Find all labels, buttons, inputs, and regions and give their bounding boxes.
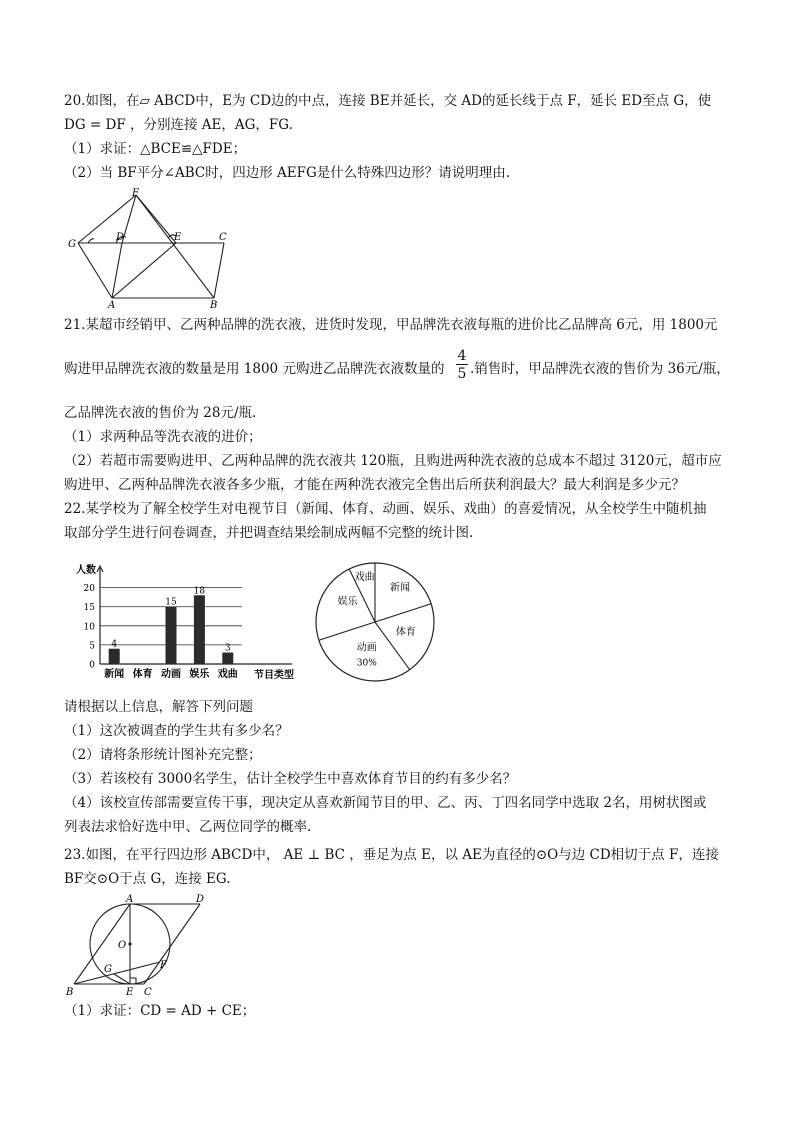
q20-label-a: A [108,300,116,310]
pie-slice-label: 戏曲 [354,572,375,584]
q21-line2a: 购进甲品牌洗衣液的数量是用 1800 元购进乙品牌洗衣液数量的 [64,361,445,377]
q21-part2-line1: （2）若超市需要购进甲、乙两种品牌的洗衣液共 120瓶，且购进两种洗衣液的总成本不超过 3120元，超市应 [64,453,722,469]
q21-line1: 21.某超市经销甲、乙两种品牌的洗衣液，进货时发现，甲品牌洗衣液每瓶的进价比乙品牌高 6元，用 1800元 [64,317,718,333]
bar-category-label: 新闻 [104,669,125,680]
q20-part2: （2）当 BF平分∠ABC时，四边形 AEFG是什么特殊四边形？请说明理由. [64,165,511,181]
bar-ytick-label: 5 [89,641,95,652]
pie-slice-label: 娱乐 [337,596,358,608]
bar-4 [222,653,233,664]
bar-0 [109,649,120,664]
q23-label-o: O [118,940,127,951]
q21-part2-line2: 购进甲、乙两种品牌洗衣液各多少瓶，才能在两种洗衣液完全售出后所获利润最大？最大利润是多少元？ [64,477,685,493]
q20-label-b: B [210,300,218,310]
q20-stem-line1: 20.如图，在▱ ABCD中，E为 CD边的中点，连接 BE并延长，交 AD的延长线于点 F，延长 ED至点 G，使 [64,93,712,109]
bar-value-label: 18 [193,586,206,597]
q23-line1: 23.如图，在平行四边形 ABCD中， AE ⊥ BC ，垂足为点 E，以 AE为直径的⊙O与边 CD相切于点 F，连接 [64,847,719,863]
q23-label-f: F [160,960,167,971]
bar-value-label: 15 [165,597,177,608]
bar-ytick-label: 15 [83,603,95,614]
q21-line3: 乙品牌洗衣液的售价为 28元/瓶. [64,405,257,421]
bar-ytick-label: 10 [83,622,95,633]
pie-slice-label: 动画 [356,642,377,654]
q20-label-f: F [132,188,139,199]
bar-ytick-label: 20 [83,584,95,595]
pie-slice-boundary [319,622,375,640]
q22-part2: （2）请将条形统计图补充完整； [64,747,262,763]
q22-part3: （3）若该校有 3000名学生，估计全校学生中喜欢体育节目的约有多少名？ [64,771,517,787]
q23-label-d: D [196,894,205,905]
bar-chart-ylabel: 人数 [76,565,96,576]
q20-label-g: G [68,239,76,250]
q22-part4-line2: 列表法求恰好选中甲、乙两位同学的概率. [64,819,312,835]
q23-part1: （1）求证：CD = AD + CE； [64,1003,256,1019]
q23-center-point [128,942,131,945]
pie-chart [308,556,442,688]
q23-line2: BF交⊙O于点 G，连接 EG. [64,871,231,887]
q20-stem-line2: DG = DF ，分别连接 AE，AG，FG. [64,117,293,133]
bar-category-label: 动画 [161,669,181,680]
q20-label-c: C [219,232,227,243]
q22-intro: 请根据以上信息，解答下列问题 [64,699,253,715]
q23-label-e: E [126,987,134,998]
q21-line2b: .销售时，甲品牌洗衣液的售价为 36元/瓶， [470,361,730,377]
pie-slice-label: 体育 [395,627,416,639]
pie-slice-annotation: 30% [356,658,377,669]
bar-2 [166,607,177,664]
q23-label-b: B [66,987,74,998]
q20-part1: （1）求证：△BCE≌△FDE； [64,141,247,157]
bar-category-label: 娱乐 [189,669,210,680]
q23-geometry-figure [64,892,224,1000]
bar-chart-xlabel: 节目类型 [254,670,294,681]
q23-label-c: C [144,987,152,998]
pie-slice-boundary [375,604,431,622]
q21-part1: （1）求两种品等洗衣液的进价； [64,429,262,445]
q22-part4-line1: （4）该校宣传部需要宣传干事，现决定从喜欢新闻节目的甲、乙、丙、丁四名同学中选取 2名，用树状图或 [64,795,707,811]
q23-label-a: A [126,894,134,905]
q21-fraction-denominator: 5 [457,366,467,382]
q20-geometry-figure [64,188,244,310]
bar-ytick-label: 0 [89,660,95,671]
bar-value-label: 3 [224,643,231,654]
q22-line2: 取部分学生进行问卷调查，并把调查结果绘制成两幅不完整的统计图. [64,525,474,541]
q23-label-g: G [104,964,112,975]
bar-3 [194,595,205,664]
q22-part1: （1）这次被调查的学生共有多少名？ [64,723,289,739]
q22-line1: 22.某学校为了解全校学生对电视节目（新闻、体育、动画、娱乐、戏曲）的喜爱情况，从全校学生中随机抽 [64,501,707,517]
bar-value-label: 4 [111,639,118,650]
bar-category-label: 体育 [132,669,153,680]
q20-label-e: E [174,232,182,243]
bar-category-label: 戏曲 [217,669,238,680]
q20-label-d: D [116,232,125,243]
bar-chart [64,556,304,686]
pie-slice-label: 新闻 [389,582,410,594]
q21-fraction-numerator: 4 [457,348,467,364]
